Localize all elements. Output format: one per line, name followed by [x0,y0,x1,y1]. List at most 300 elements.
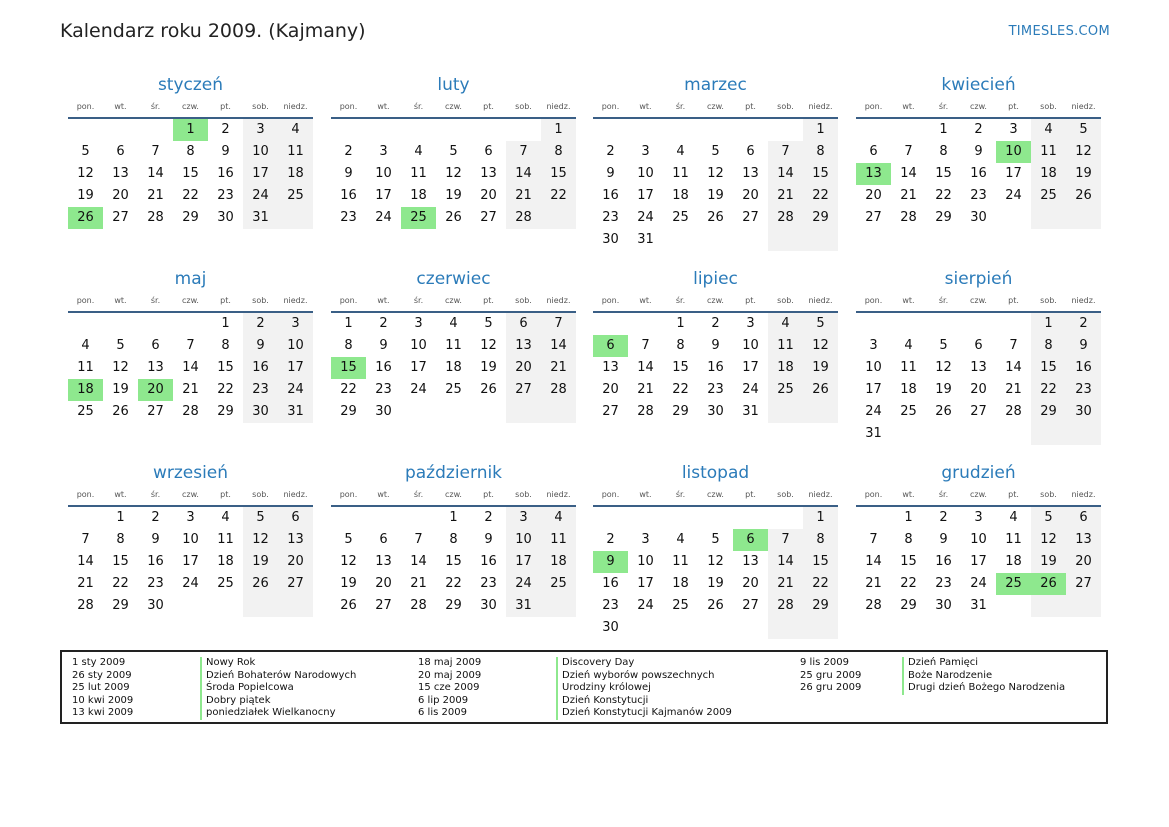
day-cell: 16 [707,360,724,375]
day-cell: 22 [112,576,129,591]
month-block [68,459,313,617]
day-cell: 19 [803,357,838,379]
day-cell: 1 [803,119,838,141]
day-cell: 11 [1031,141,1066,163]
day-cell: 18 [1005,554,1022,569]
empty-cell [961,423,996,445]
day-cell: 14 [1005,360,1022,375]
day-cell: 10 [865,360,882,375]
day-cell: 30 [480,598,497,613]
day-cell: 3 [379,144,388,159]
weekday-label: niedz. [546,490,571,499]
weekday-label: sob. [252,102,269,111]
day-cell: 5 [81,144,90,159]
weekday-label: wt. [114,296,127,305]
weekday-label: pon. [339,102,358,111]
day-cell: 20 [278,551,313,573]
day-grid [593,313,838,423]
legend-holiday-name: poniedziałek Wielkanocny [200,707,356,720]
weekday-label: czw. [970,296,987,305]
day-cell: 30 [217,210,234,225]
weekday-label: czw. [970,490,987,499]
day-cell: 15 [217,360,234,375]
empty-cell [541,401,576,423]
day-cell: 27 [602,404,619,419]
empty-cell [856,507,891,529]
day-cell: 4 [221,510,230,525]
day-cell: 18 [672,188,689,203]
day-cell: 17 [865,382,882,397]
day-cell: 11 [1005,532,1022,547]
day-cell: 4 [414,144,423,159]
empty-cell [243,595,278,617]
day-cell: 26 [445,210,462,225]
day-cell: 1 [904,510,913,525]
day-cell: 10 [637,554,654,569]
day-cell: 7 [414,532,423,547]
empty-cell [768,119,803,141]
day-cell: 23 [340,210,357,225]
brand-link[interactable]: TIMESLES.COM [1008,24,1110,39]
day-cell: 17 [375,188,392,203]
day-cell: 28 [1005,404,1022,419]
day-cell: 3 [414,316,423,331]
day-cell: 3 [641,144,650,159]
day-cell: 30 [602,620,619,635]
day-cell: 25 [401,207,436,229]
day-cell: 23 [480,576,497,591]
day-cell: 2 [151,510,160,525]
day-cell: 24 [637,210,654,225]
empty-cell [996,595,1031,617]
weekday-label: pon. [601,296,620,305]
day-cell: 25 [900,404,917,419]
day-cell: 20 [742,188,759,203]
day-cell: 18 [445,360,462,375]
day-cell: 12 [935,360,952,375]
day-cell: 28 [865,598,882,613]
day-cell: 21 [768,185,803,207]
month-block [593,71,838,251]
empty-cell [103,119,138,141]
month-block [856,459,1101,617]
weekday-label: sob. [777,490,794,499]
weekday-label: niedz. [283,490,308,499]
empty-cell [173,595,208,617]
legend-holiday-name: Dzień Konstytucji Kajmanów 2009 [556,707,732,720]
day-cell: 6 [746,144,755,159]
day-cell: 4 [81,338,90,353]
day-cell: 16 [375,360,392,375]
weekday-header [68,487,313,503]
weekday-label: sob. [1040,102,1057,111]
empty-cell [593,507,628,529]
weekday-header [593,99,838,115]
weekday-label: niedz. [283,102,308,111]
month-name: marzec [684,75,747,95]
legend-holiday-name: Środa Popielcowa [200,682,356,695]
day-cell: 10 [506,529,541,551]
day-cell: 27 [865,210,882,225]
weekday-label: śr. [675,296,686,305]
empty-cell [366,507,401,529]
empty-cell [506,119,541,141]
day-cell: 25 [768,379,803,401]
day-cell: 17 [410,360,427,375]
day-cell: 18 [541,551,576,573]
day-grid [331,313,576,423]
day-cell: 23 [147,576,164,591]
weekday-header [331,293,576,309]
day-cell: 9 [974,144,983,159]
weekday-label: pt. [483,490,494,499]
day-cell: 17 [637,188,654,203]
day-cell: 30 [602,232,619,247]
day-cell: 6 [733,529,768,551]
legend-holiday-name: Dzień Pamięci [902,657,1065,670]
day-cell: 28 [506,207,541,229]
day-cell: 15 [112,554,129,569]
day-cell: 25 [77,404,94,419]
empty-cell [331,119,366,141]
weekday-label: śr. [150,490,161,499]
weekday-label: wt. [114,102,127,111]
weekday-label: pt. [1008,490,1019,499]
day-cell: 8 [221,338,230,353]
day-cell: 13 [602,360,619,375]
day-cell: 16 [970,166,987,181]
empty-cell [996,423,1031,445]
day-cell: 7 [541,313,576,335]
day-cell: 14 [768,551,803,573]
day-cell: 16 [217,166,234,181]
day-cell: 8 [904,532,913,547]
day-cell: 8 [449,532,458,547]
day-cell: 7 [186,338,195,353]
day-cell: 15 [803,551,838,573]
weekday-label: czw. [970,102,987,111]
empty-cell [996,207,1031,229]
day-cell: 16 [602,188,619,203]
day-cell: 16 [602,576,619,591]
empty-cell [856,313,891,335]
day-cell: 6 [379,532,388,547]
day-cell: 22 [541,185,576,207]
day-cell: 7 [506,141,541,163]
weekday-label: wt. [902,490,915,499]
day-cell: 9 [939,532,948,547]
day-cell: 4 [676,144,685,159]
weekday-header [856,99,1101,115]
empty-cell [1066,207,1101,229]
weekday-label: czw. [182,102,199,111]
day-cell: 20 [742,576,759,591]
day-cell: 7 [81,532,90,547]
weekday-label: wt. [377,490,390,499]
day-cell: 12 [112,360,129,375]
day-cell: 13 [970,360,987,375]
weekday-label: pt. [745,102,756,111]
weekday-label: czw. [445,490,462,499]
day-cell: 13 [1066,529,1101,551]
day-cell: 29 [803,595,838,617]
day-cell: 10 [637,166,654,181]
empty-cell [803,617,838,639]
day-cell: 12 [243,529,278,551]
month-name: kwiecień [941,75,1016,95]
day-cell: 8 [116,532,125,547]
day-cell: 27 [278,573,313,595]
weekday-label: wt. [639,102,652,111]
weekday-label: pt. [745,296,756,305]
weekday-label: pon. [601,102,620,111]
weekday-label: niedz. [808,102,833,111]
day-cell: 18 [768,357,803,379]
day-cell: 6 [1066,507,1101,529]
weekday-label: śr. [938,490,949,499]
legend-date: 18 maj 2009 [418,657,482,668]
empty-cell [401,401,436,423]
day-cell: 27 [742,598,759,613]
day-cell: 14 [182,360,199,375]
weekday-label: czw. [707,102,724,111]
day-cell: 17 [182,554,199,569]
day-cell: 19 [480,360,497,375]
day-cell: 26 [112,404,129,419]
day-cell: 6 [278,507,313,529]
day-cell: 12 [803,335,838,357]
day-cell: 1 [449,510,458,525]
month-block [856,265,1101,445]
day-cell: 24 [742,382,759,397]
month-name: sierpień [944,269,1013,289]
empty-cell [663,617,698,639]
weekday-label: pon. [864,102,883,111]
day-cell: 18 [1031,163,1066,185]
day-cell: 27 [1066,573,1101,595]
day-cell: 2 [344,144,353,159]
day-cell: 16 [480,554,497,569]
day-cell: 2 [1066,313,1101,335]
day-cell: 29 [803,207,838,229]
weekday-label: niedz. [808,490,833,499]
weekday-label: pon. [76,490,95,499]
empty-cell [891,423,926,445]
weekday-label: śr. [413,296,424,305]
weekday-label: czw. [707,296,724,305]
empty-cell [366,119,401,141]
day-cell: 22 [803,185,838,207]
day-cell: 12 [707,166,724,181]
day-cell: 29 [182,210,199,225]
day-cell: 7 [904,144,913,159]
day-cell: 31 [637,232,654,247]
day-cell: 27 [970,404,987,419]
empty-cell [698,617,733,639]
day-cell: 1 [344,316,353,331]
day-cell: 8 [186,144,195,159]
day-cell: 28 [541,379,576,401]
day-cell: 12 [1031,529,1066,551]
day-cell: 17 [637,576,654,591]
empty-cell [996,313,1031,335]
weekday-label: pon. [339,490,358,499]
month-block [856,71,1101,229]
empty-cell [1031,423,1066,445]
weekday-label: czw. [445,296,462,305]
day-cell: 10 [243,141,278,163]
day-cell: 3 [506,507,541,529]
day-cell: 3 [243,119,278,141]
day-cell: 18 [900,382,917,397]
day-cell: 20 [602,382,619,397]
day-cell: 21 [77,576,94,591]
empty-cell [278,207,313,229]
day-cell: 25 [278,185,313,207]
day-cell: 17 [970,554,987,569]
day-cell: 2 [974,122,983,137]
day-cell: 4 [449,316,458,331]
empty-cell [68,119,103,141]
day-cell: 13 [278,529,313,551]
day-cell: 24 [1005,188,1022,203]
empty-cell [663,507,698,529]
weekday-header [593,487,838,503]
month-block [331,71,576,229]
day-grid [331,507,576,617]
day-cell: 16 [340,188,357,203]
day-cell: 27 [506,379,541,401]
day-cell: 28 [768,595,803,617]
legend-holiday-name: Dzień Konstytucji [556,695,732,708]
day-cell: 17 [278,357,313,379]
legend-holiday-name: Dzień wyborów powszechnych [556,670,732,683]
weekday-label: pon. [339,296,358,305]
day-cell: 27 [742,210,759,225]
weekday-header [68,293,313,309]
weekday-label: pt. [220,490,231,499]
weekday-label: wt. [377,296,390,305]
day-cell: 14 [541,335,576,357]
empty-cell [401,119,436,141]
empty-cell [103,313,138,335]
empty-cell [401,507,436,529]
weekday-label: niedz. [1071,490,1096,499]
day-cell: 22 [217,382,234,397]
day-cell: 13 [112,166,129,181]
day-cell: 5 [344,532,353,547]
day-cell: 26 [1066,185,1101,207]
day-cell: 27 [375,598,392,613]
empty-cell [436,119,471,141]
day-cell: 5 [116,338,125,353]
day-cell: 1 [116,510,125,525]
legend-column [556,657,732,720]
day-cell: 13 [856,163,891,185]
legend-date: 9 lis 2009 [800,657,849,668]
day-cell: 19 [77,188,94,203]
empty-cell [471,119,506,141]
day-cell: 11 [672,554,689,569]
weekday-label: sob. [252,296,269,305]
day-cell: 13 [742,166,759,181]
empty-cell [593,313,628,335]
empty-cell [506,401,541,423]
day-cell: 14 [77,554,94,569]
day-cell: 24 [865,404,882,419]
weekday-label: sob. [777,102,794,111]
day-cell: 22 [672,382,689,397]
day-cell: 26 [803,379,838,401]
empty-cell [68,507,103,529]
weekday-label: wt. [377,102,390,111]
day-cell: 22 [340,382,357,397]
day-cell: 14 [506,163,541,185]
day-cell: 14 [147,166,164,181]
weekday-label: śr. [150,296,161,305]
day-cell: 23 [602,210,619,225]
day-cell: 6 [974,338,983,353]
day-cell: 11 [445,338,462,353]
weekday-label: śr. [938,296,949,305]
day-cell: 29 [1031,401,1066,423]
weekday-label: niedz. [546,296,571,305]
empty-cell [278,595,313,617]
day-cell: 21 [410,576,427,591]
day-cell: 9 [606,166,615,181]
day-cell: 25 [445,382,462,397]
legend-column [800,657,861,695]
day-cell: 28 [768,207,803,229]
day-cell: 20 [865,188,882,203]
day-cell: 15 [935,166,952,181]
legend-date: 10 kwi 2009 [72,694,134,706]
weekday-header [331,487,576,503]
day-cell: 9 [484,532,493,547]
day-cell: 9 [379,338,388,353]
day-cell: 11 [900,360,917,375]
day-cell: 24 [410,382,427,397]
day-cell: 24 [375,210,392,225]
day-cell: 31 [278,401,313,423]
day-cell: 13 [375,554,392,569]
weekday-label: pt. [483,296,494,305]
day-cell: 24 [637,598,654,613]
day-cell: 22 [935,188,952,203]
day-cell: 25 [217,576,234,591]
day-cell: 30 [970,210,987,225]
empty-cell [698,507,733,529]
weekday-label: czw. [182,296,199,305]
empty-cell [768,229,803,251]
day-cell: 10 [970,532,987,547]
day-cell: 22 [445,576,462,591]
empty-cell [768,401,803,423]
empty-cell [663,229,698,251]
legend-date: 26 gru 2009 [800,682,862,693]
day-cell: 18 [410,188,427,203]
day-cell: 10 [278,335,313,357]
empty-cell [173,313,208,335]
day-cell: 3 [974,510,983,525]
day-grid [593,507,838,639]
day-cell: 4 [1031,119,1066,141]
legend-holiday-name: Boże Narodzenie [902,670,1065,683]
weekday-label: pt. [1008,296,1019,305]
day-cell: 6 [151,338,160,353]
day-cell: 2 [606,532,615,547]
day-cell: 14 [410,554,427,569]
